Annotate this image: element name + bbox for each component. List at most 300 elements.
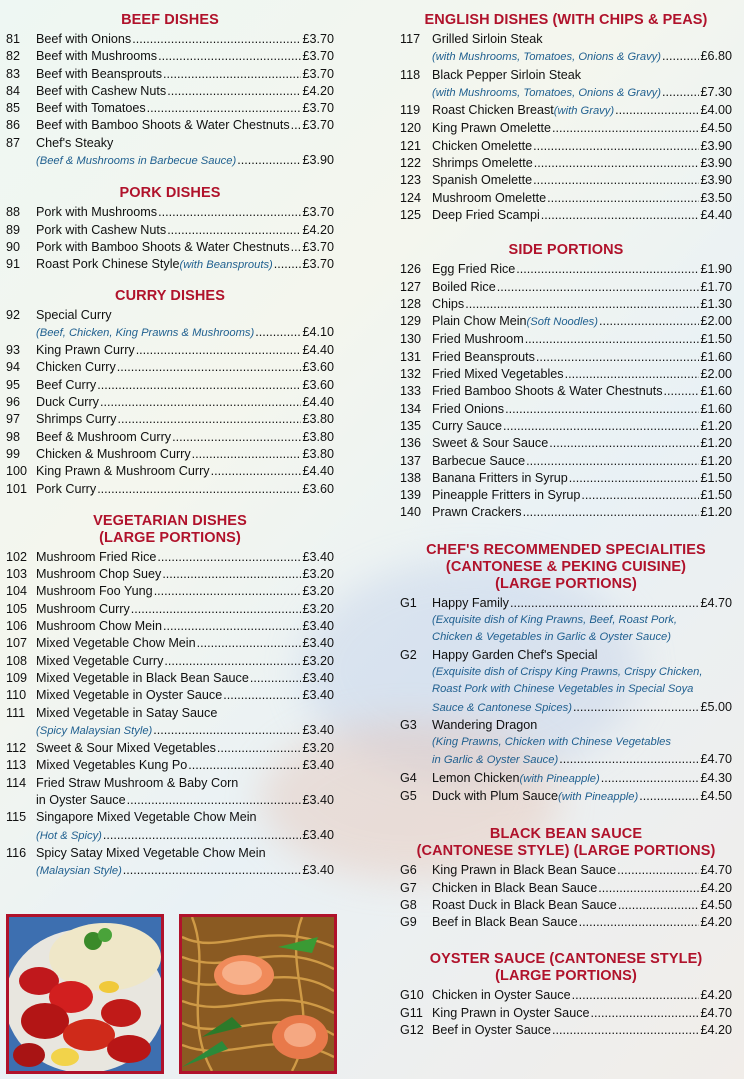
item-number: 113 [6,758,27,773]
item-note: (with Pineapple) [519,772,600,785]
item-name: Duck with Plum Sauce [432,788,558,803]
menu-item-118 [400,67,732,84]
section-title: VEGETARIAN DISHES [93,512,247,529]
item-description: Roast Pork with Chinese Vegetables in Special Soya [432,683,694,696]
item-number: 112 [6,741,27,756]
item-description: (with Mushrooms, Tomatoes, Onions & Gravy) [432,51,662,64]
item-note: (with Pineapple) [558,790,639,803]
item-name: Chips [432,296,465,311]
menu-item-117 [400,31,732,48]
item-name: Beef Curry [36,377,97,392]
leader-dots [615,102,699,119]
leader-dots [565,366,700,383]
item-price: £1.50 [700,332,732,347]
menu-item-137 [400,453,732,470]
item-name: Pork Curry [36,481,97,496]
menu-item-100 [6,463,334,480]
section-title: CHEF'S RECOMMENDED SPECIALITIES [426,541,706,558]
item-price: £3.70 [302,205,334,220]
item-price: £3.60 [302,377,334,392]
item-name: Chicken in Black Bean Sauce [432,880,598,895]
item-name: Fried Onions [432,401,505,416]
item-price: £4.20 [302,222,334,237]
item-number: G5 [400,788,417,803]
item-number: 90 [6,239,21,254]
leader-dots [158,204,301,221]
menu-item-101 [6,481,334,498]
item-description: in Garlic & Oyster Sauce) [432,754,559,767]
menu-item-104 [6,583,334,600]
leader-dots [167,83,301,100]
item-price: £4.40 [302,464,334,479]
item-number: 103 [6,567,28,582]
leader-dots [662,84,699,101]
item-name: Black Pepper Sirloin Steak [432,67,582,82]
leader-dots [197,635,302,652]
item-description: (Exquisite dish of Crispy King Prawns, Crispy Chicken, [432,665,703,678]
item-number: 107 [6,636,28,651]
item-price: £4.20 [700,915,732,930]
item-number: G11 [400,1005,423,1020]
menu-item-90 [6,239,334,256]
item-price: £4.20 [700,880,732,895]
leader-dots [153,722,301,739]
item-number: G12 [400,1023,424,1038]
menu-item-111 [6,705,334,722]
menu-item-g4 [400,770,732,788]
item-name: Pork with Bamboo Shoots & Water Chestnuts [36,239,290,254]
leader-dots [163,66,301,83]
item-price: £3.20 [302,653,334,668]
leader-dots [549,435,699,452]
item-name: Duck Curry [36,395,99,410]
leader-dots [505,401,699,418]
menu-item-138 [400,470,732,487]
item-name: Beef with Bamboo Shoots & Water Chestnuts [36,118,290,133]
menu-item-92-detail [6,324,334,342]
leader-dots [164,653,301,670]
item-price: £4.70 [700,1005,732,1020]
leader-dots [127,792,302,809]
item-number: G2 [400,647,417,662]
leader-dots [172,429,301,446]
item-price: £3.20 [302,601,334,616]
item-number: 84 [6,83,21,98]
item-price: £4.70 [700,863,732,878]
section-title: OYSTER SAUCE (CANTONESE STYLE) [429,951,703,968]
leader-dots [664,383,700,400]
item-number: 82 [6,49,21,64]
leader-dots [497,279,700,296]
item-name: Sweet & Sour Mixed Vegetables [36,741,216,756]
leader-dots [291,117,302,134]
item-name: Mushroom Chop Suey [36,567,162,582]
menu-item-g2 [400,647,732,664]
leader-dots [526,453,699,470]
menu-item-g11 [400,1005,732,1022]
item-number: 139 [400,488,422,503]
item-name: Lemon Chicken [432,770,520,785]
menu-item-g1-detail [400,612,732,629]
menu-item-116-detail [6,862,334,880]
menu-item-83 [6,66,334,83]
item-price: £3.20 [302,567,334,582]
item-price: £3.70 [302,118,334,133]
item-price: £3.90 [700,156,732,171]
item-price: £3.90 [700,138,732,153]
item-price: £1.50 [700,488,732,503]
item-description: Chicken & Vegetables in Garlic & Oyster Sauce) [432,631,671,644]
menu-item-131 [400,349,732,366]
item-price: £3.80 [302,429,334,444]
menu-item-g12 [400,1022,732,1039]
item-price: £2.00 [700,314,732,329]
leader-dots [503,418,699,435]
item-name: King Prawn & Mushroom Curry [36,464,210,479]
item-price: £3.40 [302,549,334,564]
item-number: 123 [400,173,422,188]
menu-item-135 [400,418,732,435]
leader-dots [167,222,301,239]
item-name: Beef in Black Bean Sauce [432,915,578,930]
menu-item-g5 [400,788,732,806]
item-number: 89 [6,222,21,237]
menu-item-120 [400,120,732,137]
item-number: 96 [6,395,21,410]
leader-dots [591,1005,700,1022]
item-name: Mushroom Curry [36,601,130,616]
item-number: 120 [400,121,422,136]
leader-dots [510,595,700,612]
item-name: Grilled Sirloin Steak [432,32,543,46]
item-price: £6.80 [700,49,732,64]
menu-item-125 [400,207,732,224]
item-price: £4.10 [302,324,334,339]
item-price: £3.40 [302,792,334,807]
item-price: £1.70 [700,279,732,294]
menu-section-curry-dishes [6,288,334,498]
menu-item-89 [6,222,334,239]
item-name: Mixed Vegetable in Satay Sauce [36,705,218,720]
item-number: 105 [6,601,28,616]
menu-item-86 [6,117,334,134]
menu-item-116 [6,845,334,862]
item-price: £1.50 [700,470,732,485]
leader-dots [117,359,302,376]
item-number: 108 [6,653,28,668]
item-price: £3.70 [302,66,334,81]
item-price: £3.80 [302,446,334,461]
item-price: £4.50 [700,121,732,136]
section-title: (LARGE PORTIONS) [495,968,637,985]
item-number: 98 [6,429,21,444]
item-name: Shrimps Omelette [432,156,533,171]
menu-item-132 [400,366,732,383]
leader-dots [97,377,301,394]
item-name: Singapore Mixed Vegetable Chow Mein [36,810,257,825]
menu-item-g1 [400,595,732,612]
item-description: (Spicy Malaysian Style) [36,724,153,737]
leader-dots [547,190,699,207]
item-name: Spicy Satay Mixed Vegetable Chow Mein [36,845,266,860]
item-name: Chicken & Mushroom Curry [36,446,191,461]
section-title: ENGLISH DISHES (WITH CHIPS & PEAS) [424,12,708,28]
item-price: £3.40 [302,863,334,878]
leader-dots [639,788,699,805]
menu-item-119 [400,102,732,120]
item-price: £3.40 [302,758,334,773]
item-description: (King Prawns, Chicken with Chinese Vegetables [432,736,671,749]
item-price: £3.60 [302,360,334,375]
leader-dots [136,342,302,359]
item-name: Roast Chicken Breast [432,103,554,118]
item-name: Barbecue Sauce [432,453,526,468]
item-name: Sweet & Sour Sauce [432,436,549,451]
item-name: Fried Mushroom [432,332,524,347]
item-price: £4.50 [700,788,732,803]
item-price: £1.20 [700,418,732,433]
leader-dots [162,566,301,583]
menu-item-g3-detail [400,751,732,769]
leader-dots [601,770,700,787]
menu-item-84 [6,83,334,100]
item-name: Spanish Omelette [432,173,533,188]
leader-dots [158,48,301,65]
item-price: £4.70 [700,595,732,610]
item-number: 133 [400,384,422,399]
menu-item-109 [6,670,334,687]
item-name: Fried Bamboo Shoots & Water Chestnuts [432,384,663,399]
menu-item-97 [6,411,334,428]
item-price: £3.40 [302,722,334,737]
item-number: 132 [400,367,422,382]
item-number: 99 [6,446,21,461]
menu-item-115 [6,809,334,826]
menu-item-105 [6,601,334,618]
menu-item-128 [400,296,732,313]
leader-dots [188,757,301,774]
item-name: Roast Pork Chinese Style [36,257,180,272]
item-number: 104 [6,584,28,599]
item-price: £3.40 [302,619,334,634]
leader-dots [100,394,302,411]
item-name: King Prawn in Oyster Sauce [432,1005,590,1020]
food-photo-image [9,917,161,1071]
menu-item-129 [400,313,732,331]
menu-item-114-detail [6,792,334,809]
food-photo-image [182,917,334,1071]
item-number: 121 [400,138,422,153]
leader-dots [250,670,302,687]
item-name: Special Curry [36,307,112,322]
menu-item-112 [6,740,334,757]
menu-item-g2-detail [400,664,732,681]
item-number: 83 [6,66,21,81]
item-price: £3.40 [302,827,334,842]
item-number: 117 [400,32,421,46]
item-name: Pineapple Fritters in Syrup [432,488,581,503]
item-number: 126 [400,262,422,277]
item-name: Pork with Cashew Nuts [36,222,167,237]
leader-dots [559,751,699,768]
leader-dots [223,687,301,704]
section-title: (LARGE PORTIONS) [495,575,637,592]
item-name: King Prawn Curry [36,343,135,358]
item-price: £3.60 [302,481,334,496]
item-note: (with Beansprouts) [179,259,273,272]
menu-item-122 [400,155,732,172]
item-price: £1.60 [700,384,732,399]
item-description: (with Mushrooms, Tomatoes, Onions & Gravy) [432,86,662,99]
item-number: 119 [400,103,421,118]
item-name: Mixed Vegetable in Black Bean Sauce [36,670,249,685]
item-price: £4.40 [700,207,732,222]
item-name: Mixed Vegetable Curry [36,653,164,668]
menu-item-102 [6,549,334,566]
leader-dots [533,172,699,189]
item-price: £4.70 [700,752,732,767]
menu-item-110 [6,687,334,704]
item-number: 95 [6,377,21,392]
item-price: £4.20 [700,1023,732,1038]
item-price: £3.70 [302,257,334,272]
item-name: Beef in Oyster Sauce [432,1023,552,1038]
item-number: 92 [6,307,21,322]
menu-section-vegetarian-dishes [6,513,334,881]
leader-dots [154,583,302,600]
leader-dots [237,152,301,169]
item-name: Fried Straw Mushroom & Baby Corn [36,775,239,790]
item-name: Beef & Mushroom Curry [36,429,172,444]
item-number: 125 [400,207,422,222]
right-column [400,12,732,1039]
menu-item-g3 [400,717,732,734]
menu-item-g6 [400,862,732,879]
item-price: £1.60 [700,349,732,364]
item-number: 128 [400,296,422,311]
leader-dots [598,880,699,897]
item-number: 102 [6,549,28,564]
item-number: 118 [400,67,421,82]
leader-dots [157,549,301,566]
item-price: £3.50 [700,190,732,205]
item-description: (Beef, Chicken, King Prawns & Mushrooms) [36,326,255,339]
section-title: (CANTONESE & PEKING CUISINE) [445,558,687,575]
item-number: 111 [6,705,26,720]
menu-item-115-detail [6,827,334,845]
leader-dots [618,897,700,914]
menu-item-g9 [400,914,732,931]
item-name: Mixed Vegetable Chow Mein [36,636,196,651]
menu-item-111-detail [6,722,334,740]
menu-item-87 [6,135,334,152]
item-description: (Beef & Mushrooms in Barbecue Sauce) [36,155,237,168]
menu-item-g8 [400,897,732,914]
item-price: £1.90 [700,262,732,277]
item-name: Fried Mixed Vegetables [432,367,564,382]
leader-dots [291,239,302,256]
item-price: £7.30 [700,84,732,99]
leader-dots [274,256,302,273]
item-price: £3.40 [302,688,334,703]
leader-dots [581,487,699,504]
section-title: (LARGE PORTIONS) [99,529,241,546]
menu-item-121 [400,138,732,155]
item-number: 85 [6,101,21,116]
leader-dots [533,138,699,155]
item-price: £4.20 [302,83,334,98]
menu-section-english-dishes-with-chips-peas [400,12,732,224]
item-name: Chicken Curry [36,360,116,375]
item-price: £4.00 [700,103,732,118]
item-name: Pork with Mushrooms [36,205,158,220]
item-number: G10 [400,988,424,1003]
section-title: CURRY DISHES [115,287,225,304]
food-photo-chow-mein [179,914,337,1074]
item-price: £1.60 [700,401,732,416]
item-price: £4.50 [700,897,732,912]
leader-dots [579,914,700,931]
menu-item-124 [400,190,732,207]
menu-item-82 [6,48,334,65]
menu-item-g1-detail [400,629,732,646]
item-price: £3.70 [302,49,334,64]
menu-section-chef-s-recommended-specialities [400,542,732,807]
section-title: BEEF DISHES [121,12,219,28]
item-price: £4.40 [302,395,334,410]
item-number: 87 [6,135,21,150]
item-name: Beef with Beansprouts [36,66,163,81]
menu-item-118-detail [400,84,732,102]
item-description: Sauce & Cantonese Spices) [432,701,572,714]
item-number: 135 [400,418,422,433]
item-name: Happy Garden Chef's Special [432,647,598,662]
menu-item-91 [6,256,334,274]
item-price: £3.40 [302,636,334,651]
item-name: King Prawn Omelette [432,121,551,136]
item-number: G8 [400,897,417,912]
item-name: Shrimps Curry [36,412,117,427]
item-name: Curry Sauce [432,418,502,433]
item-number: 94 [6,360,21,375]
item-number: 110 [6,688,27,703]
item-number: G7 [400,880,417,895]
item-price: £1.20 [700,505,732,520]
leader-dots [217,740,302,757]
item-name: Prawn Crackers [432,505,522,520]
leader-dots [117,411,301,428]
item-name: Deep Fried Scampi [432,207,540,222]
leader-dots [599,313,699,330]
item-number: G1 [400,595,417,610]
item-number: 114 [6,775,27,790]
leader-dots [465,296,699,313]
item-name: Fried Beansprouts [432,349,535,364]
menu-item-113 [6,757,334,774]
menu-item-88 [6,204,334,221]
item-number: 88 [6,205,21,220]
section-title: BLACK BEAN SAUCE [489,826,643,843]
item-number: 101 [6,481,28,496]
menu-item-133 [400,383,732,400]
item-name: Wandering Dragon [432,717,538,732]
item-price: £3.20 [302,584,334,599]
menu-item-92 [6,307,334,324]
item-name: Happy Family [432,595,509,610]
item-number: G3 [400,717,417,732]
item-number: 93 [6,343,21,358]
leader-dots [662,48,699,65]
